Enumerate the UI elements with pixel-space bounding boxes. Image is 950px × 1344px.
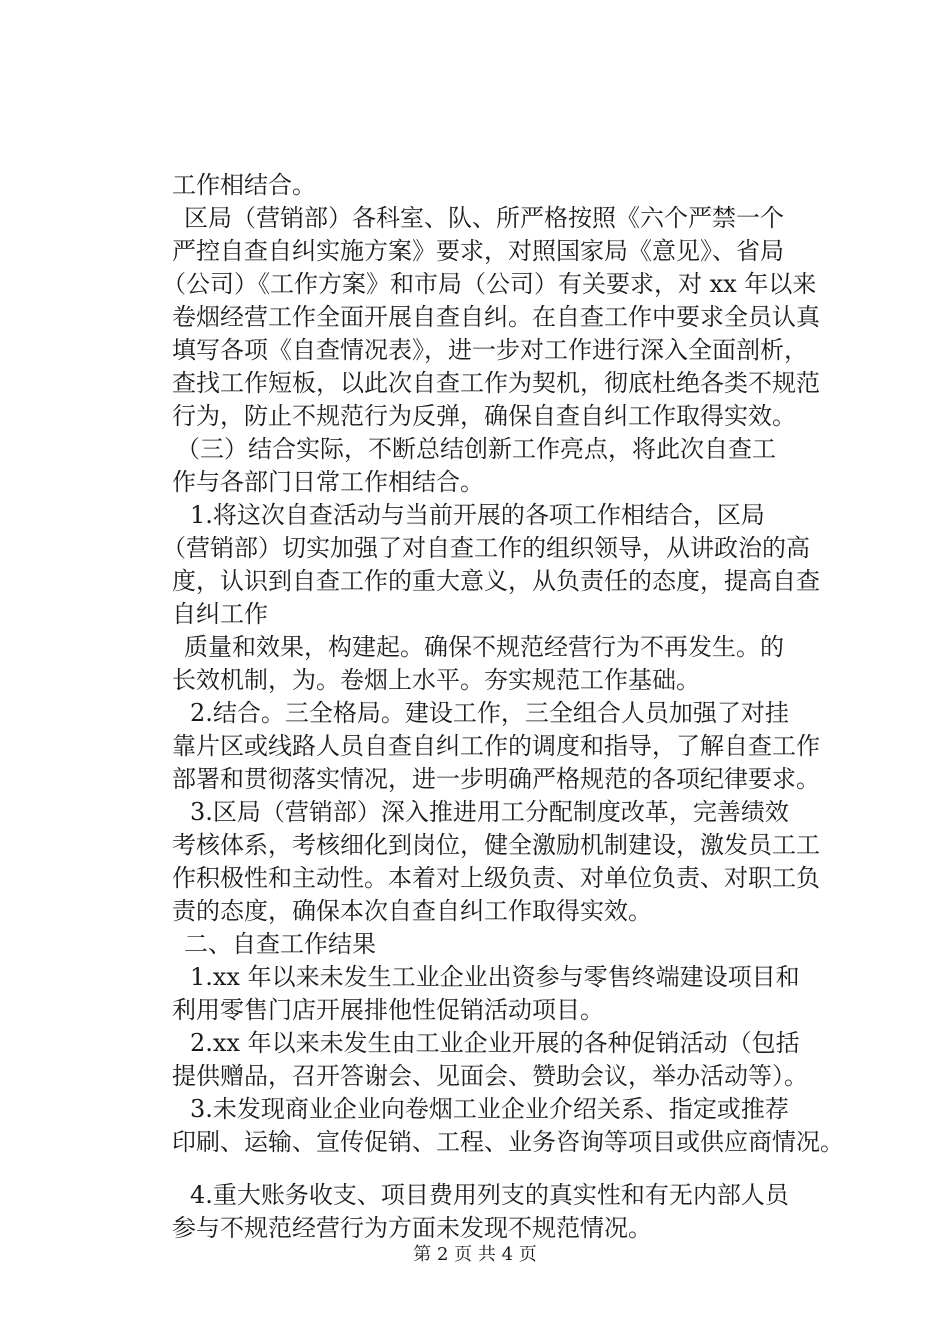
section-heading: （三）结合实际，不断总结创新工作亮点，将此次自查工 [176,435,776,463]
text-line: 长效机制，为。卷烟上水平。夯实规范工作基础。 [172,666,700,694]
text-line: 度，认识到自查工作的重大意义，从负责任的态度，提高自查 [172,567,820,595]
list-item: 4.重大账务收支、项目费用列支的真实性和有无内部人员 [190,1181,789,1209]
text-line: 工作相结合。 [172,171,316,199]
text-line: 质量和效果，构建起。确保不规范经营行为不再发生。的 [184,633,784,661]
text-line: 行为，防止不规范行为反弹，确保自查自纠工作取得实效。 [172,402,796,430]
section-heading: 二、自查工作结果 [184,930,376,958]
text-line: 区局（营销部）各科室、队、所严格按照《六个严禁一个 [184,204,784,232]
text-line: 利用零售门店开展排他性促销活动项目。 [172,996,604,1024]
text-line: 填写各项《自查情况表》，进一步对工作进行深入全面剖析， [172,336,808,364]
list-item: 2.xx 年以来未发生由工业企业开展的各种促销活动（包括 [190,1029,800,1057]
text-line: 查找工作短板，以此次自查工作为契机，彻底杜绝各类不规范 [172,369,820,397]
text-line: 自纠工作 [172,600,268,628]
list-item: 2.结合。三全格局。建设工作，三全组合人员加强了对挂 [190,699,789,727]
text-line: 考核体系，考核细化到岗位，健全激励机制建设，激发员工工 [172,831,820,859]
list-item: 1.将这次自查活动与当前开展的各项工作相结合，区局 [190,501,765,529]
text-line: 提供赠品，召开答谢会、见面会、赞助会议，举办活动等）。 [172,1062,808,1090]
text-line: 部署和贯彻落实情况，进一步明确严格规范的各项纪律要求。 [172,765,820,793]
text-line: 责的态度，确保本次自查自纠工作取得实效。 [172,897,652,925]
text-line: 印刷、运输、宣传促销、工程、业务咨询等项目或供应商情况。 [172,1128,844,1156]
text-line: （营销部）切实加强了对自查工作的组织领导，从讲政治的高 [162,534,810,562]
list-item: 1.xx 年以来未发生工业企业出资参与零售终端建设项目和 [190,963,800,991]
text-line: 作积极性和主动性。本着对上级负责、对单位负责、对职工负 [172,864,820,892]
page-footer: 第 2 页 共 4 页 [413,1244,537,1265]
list-item: 3.区局（营销部）深入推进用工分配制度改革，完善绩效 [190,798,789,826]
list-item: 3.未发现商业企业向卷烟工业企业介绍关系、指定或推荐 [190,1095,789,1123]
text-line: （公司）《工作方案》和市局（公司）有关要求，对 xx 年以来 [162,270,817,298]
text-line: 靠片区或线路人员自查自纠工作的调度和指导，了解自查工作 [172,732,820,760]
text-line: 作与各部门日常工作相结合。 [172,468,484,496]
text-line: 卷烟经营工作全面开展自查自纠。在自查工作中要求全员认真 [172,303,820,331]
text-line: 参与不规范经营行为方面未发现不规范情况。 [172,1214,652,1242]
text-line: 严控自查自纠实施方案》要求，对照国家局《意见》、省局 [172,237,784,265]
